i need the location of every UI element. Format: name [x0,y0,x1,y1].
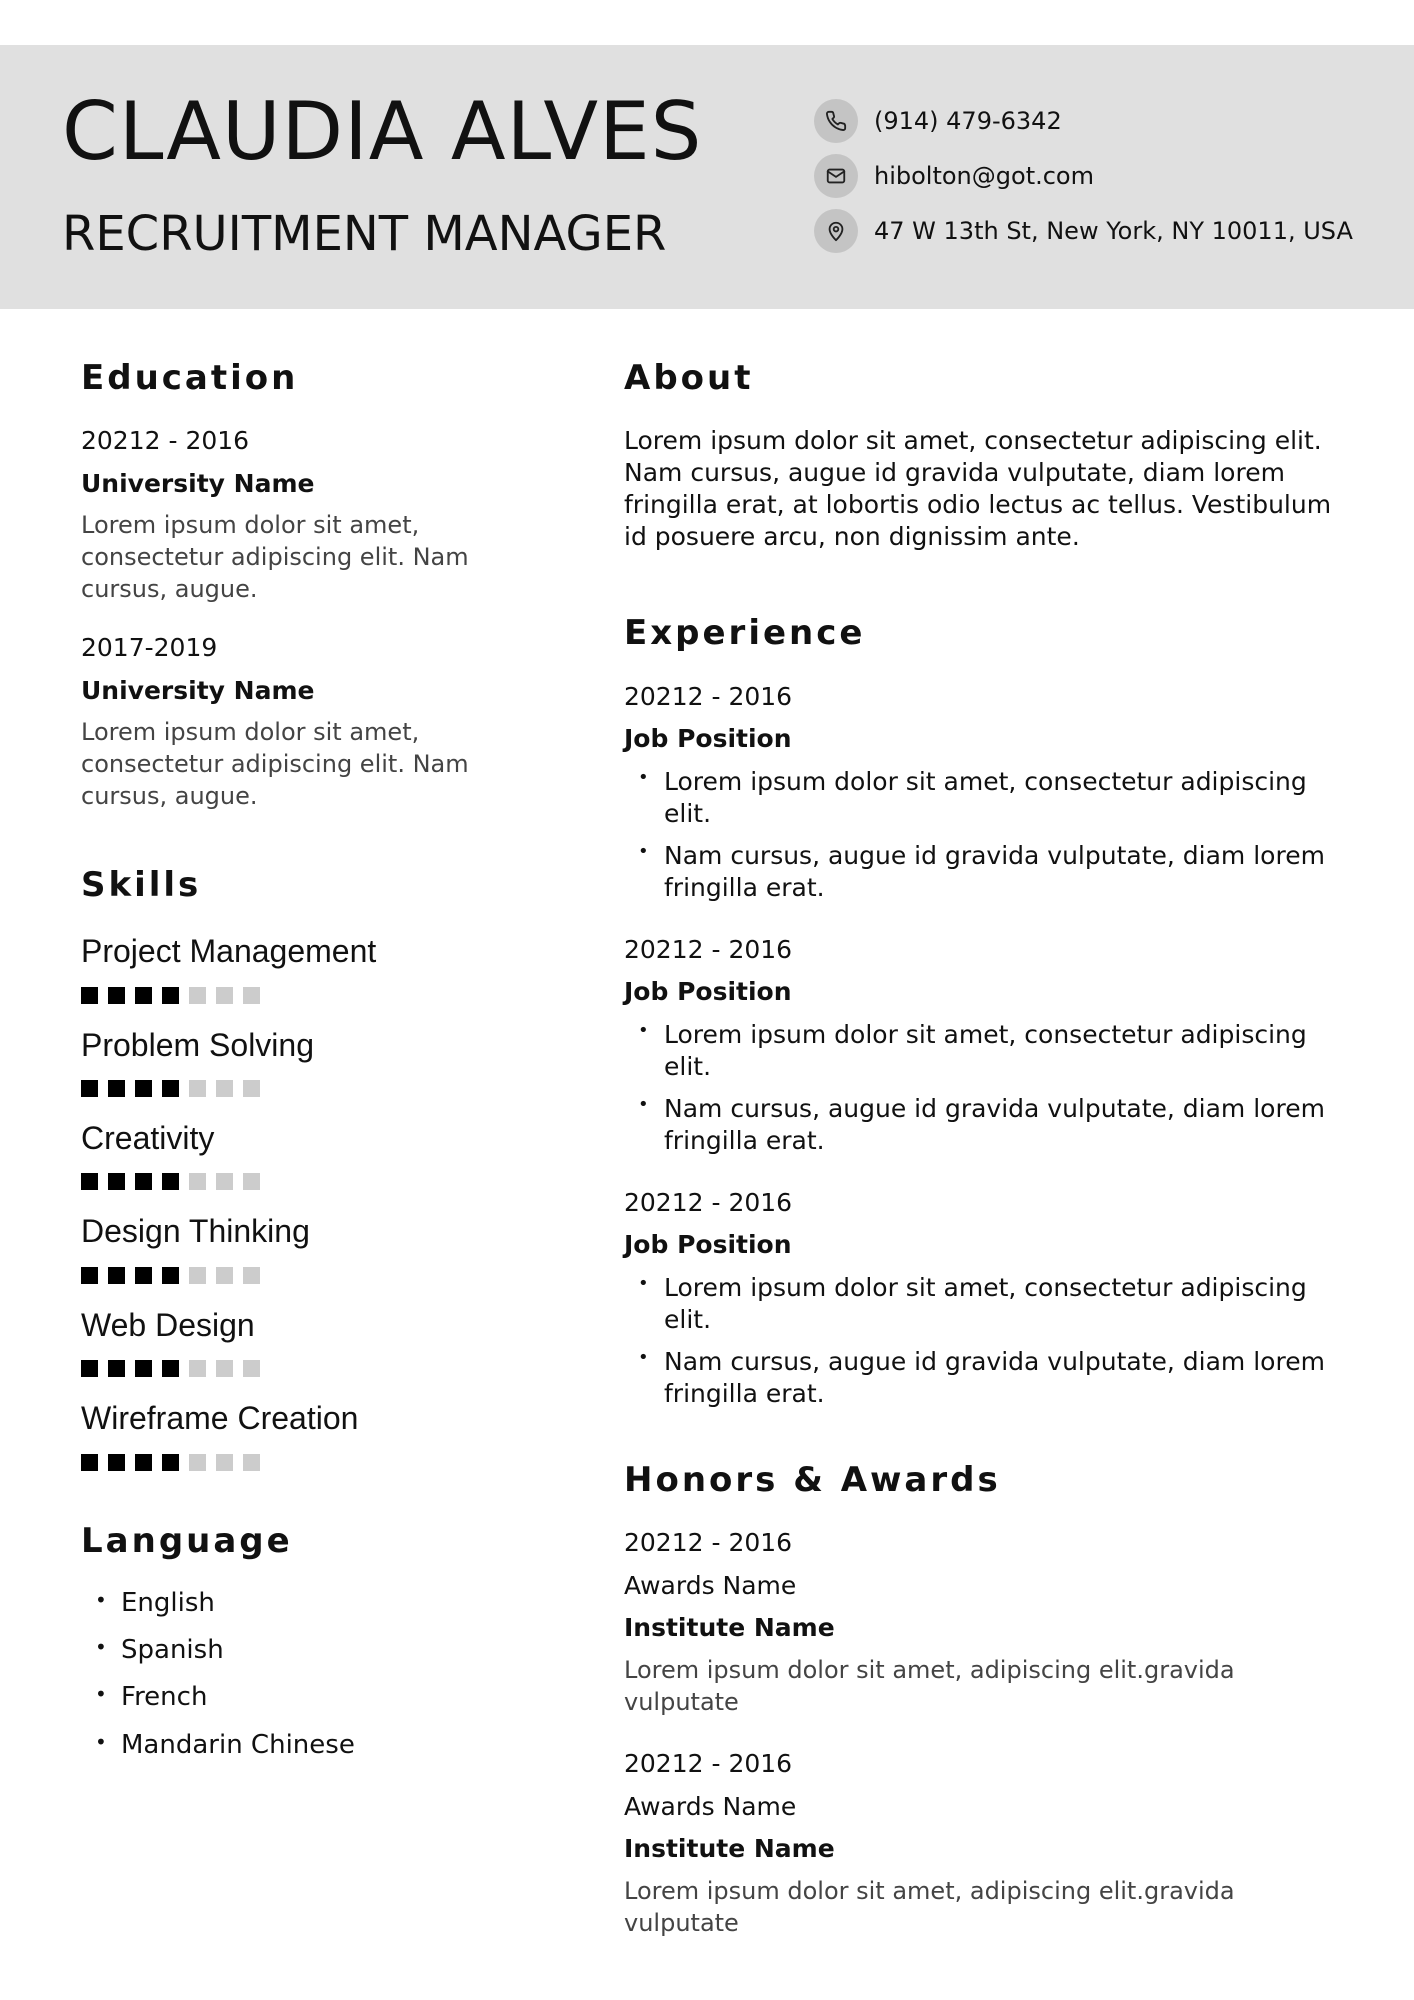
university-name: University Name [81,468,315,498]
education-description: Lorem ipsum dolor sit amet, consectetur adipiscing elit. Nam cursus, augue. [81,718,469,810]
honors-heading: Honors & Awards [624,1459,1001,1500]
skill-name: Creativity [81,1120,215,1156]
skill-name: Web Design [81,1306,255,1343]
about-section [624,360,1344,553]
education-date: 2017-2019 [81,633,218,663]
skill-level-bar [81,987,531,1004]
skill-level-filled [108,1173,125,1190]
experience-heading: Experience [624,613,866,654]
language-item: • Mandarin Chinese [95,1730,531,1761]
skill-level-filled [135,1173,152,1190]
skill-level-empty [189,1080,206,1097]
candidate-name: CLAUDIA ALVES [62,85,703,178]
skill-level-filled [162,1454,179,1471]
skill-level-empty [189,1454,206,1471]
skill-level-empty [243,1267,260,1284]
skill-level-filled [108,1360,125,1377]
experience-item [624,681,1344,904]
contact-email [814,153,1353,199]
skill-level-filled [135,1360,152,1377]
mail-icon [814,154,858,198]
about-heading: About [624,358,754,398]
skill-name: Project Management [81,933,377,970]
honors-section [624,1459,1344,1940]
award-item [624,1527,1344,1718]
education-date: 20212 - 2016 [81,426,250,456]
job-position: Job Position [624,1230,792,1260]
skill-level-filled [162,1360,179,1377]
language-item: • French [95,1682,531,1713]
experience-item [624,934,1344,1157]
institute-name: Institute Name [624,1834,835,1864]
skill-level-empty [216,1360,233,1377]
skill-level-empty [243,987,260,1004]
skill-level-empty [189,1360,206,1377]
skill-level-filled [162,1080,179,1097]
skill-level-empty [216,1080,233,1097]
skill-level-filled [162,1173,179,1190]
skill-item [81,932,531,1003]
language-list [81,1588,531,1761]
skill-level-bar [81,1267,531,1284]
contact-address [814,208,1353,254]
education-heading: Education [81,358,299,398]
skill-level-empty [216,987,233,1004]
skill-level-filled [108,987,125,1004]
institute-name: Institute Name [624,1613,835,1643]
skill-level-filled [81,1454,98,1471]
skill-level-filled [108,1080,125,1097]
experience-date: 20212 - 2016 [624,1187,793,1217]
skill-level-empty [243,1173,260,1190]
experience-section [624,615,1344,1409]
experience-date: 20212 - 2016 [624,934,793,964]
experience-item [624,1187,1344,1410]
experience-bullet: • Nam cursus, augue id gravida vulputate, diam lorem fringilla erat. [638,1346,1344,1410]
skill-level-bar [81,1360,531,1377]
skill-name: Wireframe Creation [81,1400,359,1437]
award-date: 20212 - 2016 [624,1528,793,1558]
skill-level-empty [243,1360,260,1377]
experience-bullet: • Nam cursus, augue id gravida vulputate, diam lorem fringilla erat. [638,840,1344,904]
award-date: 20212 - 2016 [624,1749,793,1779]
contact-list [814,98,1353,263]
skill-level-filled [81,1173,98,1190]
education-description: Lorem ipsum dolor sit amet, consectetur adipiscing elit. Nam cursus, augue. [81,511,469,604]
award-item [624,1748,1344,1939]
education-item [81,632,531,813]
location-pin-icon [814,209,858,253]
skill-level-bar [81,1080,531,1097]
skill-item [81,1119,531,1190]
contact-phone [814,98,1353,144]
phone-number: (914) 479-6342 [874,107,1062,135]
experience-date: 20212 - 2016 [624,681,793,711]
skill-level-filled [108,1454,125,1471]
skill-level-filled [162,987,179,1004]
skills-heading: Skills [81,864,202,905]
skill-level-empty [216,1454,233,1471]
skill-level-bar [81,1454,531,1471]
language-section [81,1520,531,1761]
skill-name: Problem Solving [81,1026,314,1063]
skill-item [81,1399,531,1470]
experience-bullet: • Lorem ipsum dolor sit amet, consectetur adipiscing elit. [638,1272,1344,1336]
about-text: Lorem ipsum dolor sit amet, consectetur adipiscing elit. Nam cursus, augue id gravida vulputate, diam lorem fringilla erat, at lobortis odio lectus ac tellus. Vestibulum id posuere arcu, non dignissim ante. [624,426,1332,552]
skill-level-filled [135,1454,152,1471]
language-item: • English [95,1588,531,1619]
skill-level-empty [189,1267,206,1284]
skill-level-empty [189,1173,206,1190]
experience-bullets [624,1272,1344,1410]
skill-level-bar [81,1173,531,1190]
award-description: Lorem ipsum dolor sit amet, adipiscing elit.gravida vulputate [624,1876,1235,1937]
skill-level-empty [189,987,206,1004]
skill-level-filled [162,1267,179,1284]
left-column [81,360,531,1777]
education-item [81,425,531,606]
right-column [624,360,1344,1970]
skills-list [81,932,531,1470]
university-name: University Name [81,675,315,705]
experience-bullet: • Lorem ipsum dolor sit amet, consectetur adipiscing elit. [638,1019,1344,1083]
education-section [81,360,531,813]
skill-level-filled [81,1267,98,1284]
skill-level-filled [135,987,152,1004]
skill-level-filled [81,987,98,1004]
skill-level-empty [243,1080,260,1097]
experience-bullets [624,766,1344,904]
email-address: hibolton@got.com [874,162,1094,190]
language-item: • Spanish [95,1635,531,1666]
skill-level-filled [81,1360,98,1377]
experience-bullet: • Nam cursus, augue id gravida vulputate, diam lorem fringilla erat. [638,1093,1344,1157]
skills-section [81,864,531,1471]
award-name: Awards Name [624,1570,797,1600]
language-heading: Language [81,1520,293,1561]
skill-item [81,1026,531,1097]
experience-bullet: • Lorem ipsum dolor sit amet, consectetur adipiscing elit. [638,766,1344,830]
job-position: Job Position [624,724,792,754]
award-name: Awards Name [624,1791,797,1821]
skill-level-filled [135,1267,152,1284]
skill-level-filled [81,1080,98,1097]
job-title: RECRUITMENT MANAGER [62,206,667,262]
street-address: 47 W 13th St, New York, NY 10011, USA [874,217,1353,245]
job-position: Job Position [624,977,792,1007]
skill-item [81,1306,531,1377]
skill-level-empty [243,1454,260,1471]
skill-item [81,1212,531,1283]
skill-name: Design Thinking [81,1213,310,1250]
experience-bullets [624,1019,1344,1157]
skill-level-empty [216,1173,233,1190]
skill-level-empty [216,1267,233,1284]
phone-icon [814,99,858,143]
award-description: Lorem ipsum dolor sit amet, adipiscing elit.gravida vulputate [624,1655,1235,1716]
skill-level-filled [108,1267,125,1284]
skill-level-filled [135,1080,152,1097]
